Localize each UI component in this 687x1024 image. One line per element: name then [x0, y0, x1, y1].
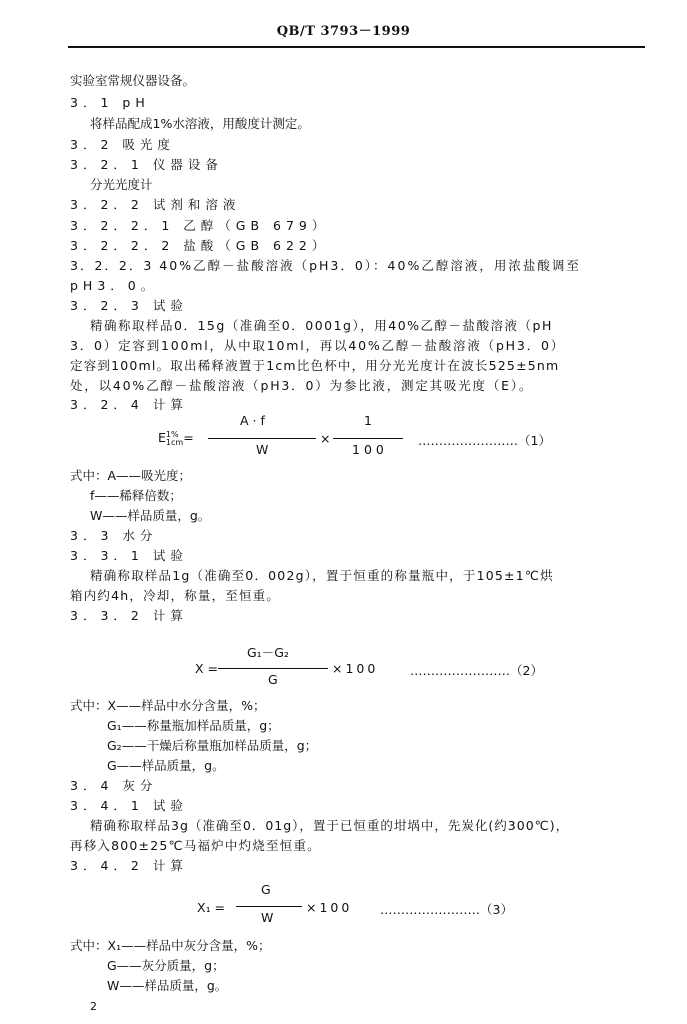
formula-3-times: ×100	[306, 900, 353, 915]
text-line: 箱内约4h，冷却，称量，至恒重。	[70, 588, 281, 603]
section-heading: 3．2．2 试剂和溶液	[70, 197, 241, 212]
page-number: 2	[90, 1000, 97, 1013]
page-header: QB/T 3793－1999	[276, 24, 411, 39]
text-line: 3．0）定容到100ml，从中取10ml，再以40%乙醇－盐酸溶液（pH3．0）	[70, 338, 565, 353]
section-heading: 3．3．2 计算	[70, 608, 188, 623]
formula-2-times: ×100	[332, 661, 379, 676]
section-heading: 3．2．2．2 盐酸（GB 622）	[70, 238, 330, 253]
section-heading: 3．4．1 试验	[70, 798, 188, 813]
formula-1-numerator: A · f	[240, 413, 265, 428]
text-line: 精确称取样品0．15g（准确至0．0001g），用40%乙醇－盐酸溶液（pH	[90, 318, 553, 333]
section-heading: 3．2．1 仪器设备	[70, 157, 223, 172]
formula-1-denominator: W	[256, 442, 269, 457]
section-heading: 3．2．2．3 40%乙醇－盐酸溶液（pH3．0）：40%乙醇溶液，用浓盐酸调至	[70, 258, 581, 273]
text-line: 式中：A——吸光度；	[70, 468, 192, 483]
fraction-bar	[218, 668, 328, 669]
section-heading: 3．1 pH	[70, 95, 150, 110]
text-line: 实验室常规仪器设备。	[70, 73, 196, 88]
section-heading: 3．3 水分	[70, 528, 158, 543]
section-heading: 3．2．3 试验	[70, 298, 188, 313]
formula-1-lhs: E 1% 1cm =	[158, 429, 194, 447]
section-heading: 3．4 灰分	[70, 778, 158, 793]
text-line: 式中：X₁——样品中灰分含量，%；	[70, 938, 271, 953]
text-line: W——样品质量，g。	[107, 978, 228, 993]
text-line: 将样品配成1%水溶液，用酸度计测定。	[90, 116, 310, 131]
section-heading: 3．4．2 计算	[70, 858, 188, 873]
text-line: 式中：X——样品中水分含量，%；	[70, 698, 266, 713]
text-line: pH3．0。	[70, 278, 159, 293]
fraction-bar	[208, 438, 316, 439]
text-line: 分光光度计	[90, 177, 153, 192]
fraction-bar	[333, 438, 403, 439]
section-heading: 3．2．2．1 乙醇（GB 679）	[70, 218, 330, 233]
text-line: 定容到100ml。取出稀释液置于1cm比色杯中，用分光光度计在波长525±5nm	[70, 358, 560, 373]
text-line: W——样品质量，g。	[90, 508, 211, 523]
formula-1-denominator-2: 100	[352, 442, 388, 457]
section-heading: 3．2 吸光度	[70, 137, 175, 152]
formula-3-lhs: X₁ =	[197, 900, 226, 915]
text-line: f——稀释倍数；	[90, 488, 182, 503]
formula-1-numerator-2: 1	[364, 413, 372, 428]
text-line: 精确称取样品3g（准确至0．01g），置于已恒重的坩埚中，先炭化(约300℃)，	[90, 818, 570, 833]
equation-number: ……………………（3）	[380, 902, 513, 917]
text-line: 精确称取样品1g（准确至0．002g），置于恒重的称量瓶中，于105±1℃烘	[90, 568, 554, 583]
text-line: G₁——称量瓶加样品质量，g；	[107, 718, 280, 733]
section-heading: 3．2．4 计算	[70, 397, 188, 412]
header-rule	[68, 46, 645, 48]
formula-2-denominator: G	[268, 672, 278, 687]
text-line: 再移入800±25℃马福炉中灼烧至恒重。	[70, 838, 321, 853]
formula-2-lhs: X =	[195, 661, 219, 676]
text-line: G——样品质量，g。	[107, 758, 225, 773]
formula-3-denominator: W	[261, 910, 274, 925]
formula-2-numerator: G₁－G₂	[247, 645, 289, 660]
text-line: G₂——干燥后称量瓶加样品质量，g；	[107, 738, 318, 753]
text-line: 处，以40%乙醇－盐酸溶液（pH3．0）为参比液，测定其吸光度（E）。	[70, 378, 534, 393]
formula-3-numerator: G	[261, 882, 271, 897]
equation-number: ……………………（1）	[418, 433, 551, 448]
section-heading: 3．3．1 试验	[70, 548, 188, 563]
formula-1-times: ×	[320, 431, 331, 446]
fraction-bar	[236, 906, 302, 907]
equation-number: ……………………（2）	[410, 663, 543, 678]
text-line: G——灰分质量，g；	[107, 958, 225, 973]
